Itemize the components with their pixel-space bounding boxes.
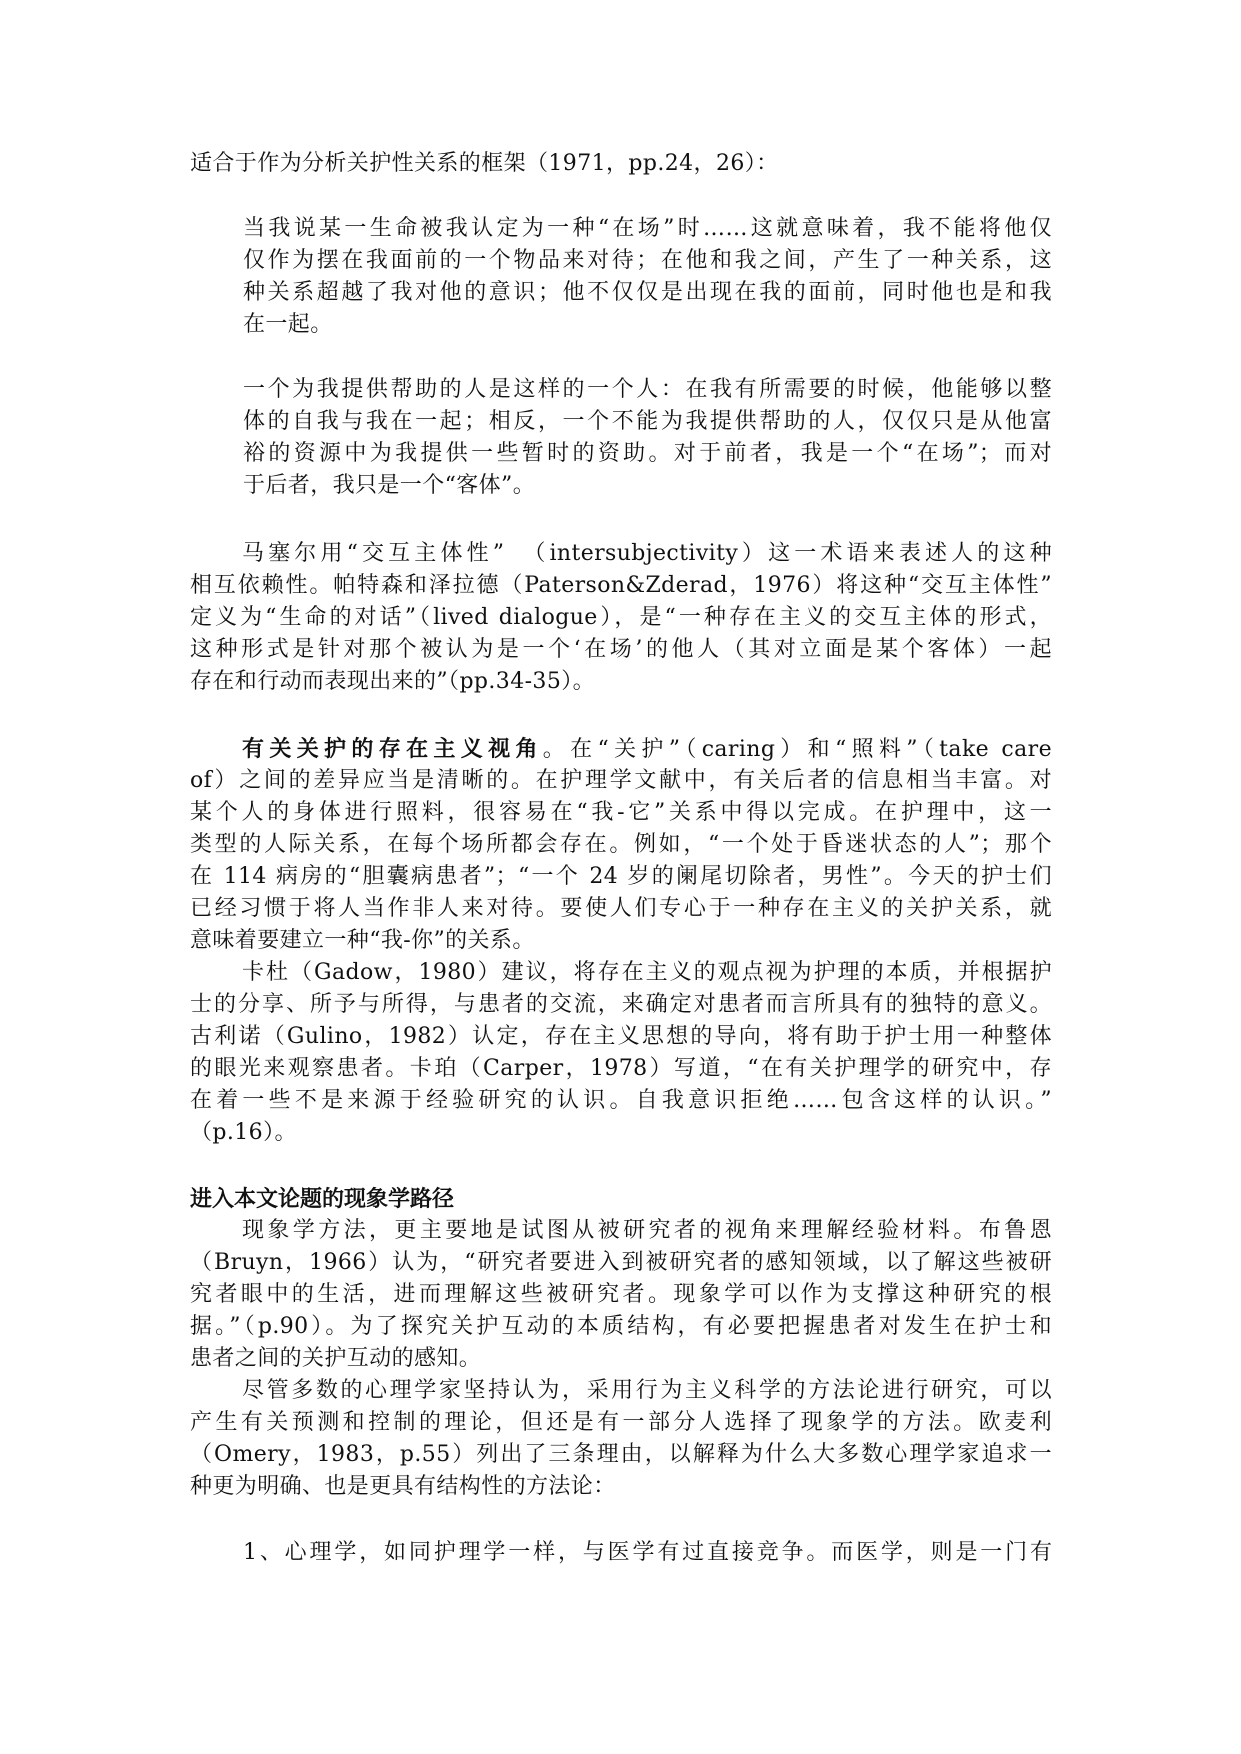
paragraph-line: 相互依赖性。帕特森和泽拉德（Paterson&Zderad，1976）将这种“交互主体性” (190, 573, 1052, 598)
paragraph-lead-bold: 有关关护的存在主义视角 (242, 736, 543, 762)
paragraph-line: 存在和行动而表现出来的”（pp.34-35）。 (190, 669, 596, 694)
quote-line: 在一起。 (243, 312, 333, 337)
paragraph-line: 现象学方法，更主要地是试图从被研究者的视角来理解经验材料。布鲁恩 (242, 1218, 1052, 1243)
paragraph-line: 究者眼中的生活，进而理解这些被研究者。现象学可以作为支撑这种研究的根 (190, 1282, 1052, 1307)
paragraph-line: 的眼光来观察患者。卡珀（Carper，1978）写道，“在有关护理学的研究中，存 (190, 1056, 1052, 1081)
intro-line: 适合于作为分析关护性关系的框架（1971，pp.24，26）： (190, 151, 779, 176)
paragraph-line: 据。”（p.90）。为了探究关护互动的本质结构，有必要把握患者对发生在护士和 (190, 1314, 1052, 1339)
quote-line: 当我说某一生命被我认定为一种“在场”时……这就意味着，我不能将他仅 (243, 216, 1052, 241)
quote-line: 体的自我与我在一起；相反，一个不能为我提供帮助的人，仅仅只是从他富 (243, 409, 1052, 434)
quote-line: 仅作为摆在我面前的一个物品来对待；在他和我之间，产生了一种关系，这 (243, 248, 1052, 273)
paragraph-line: 定义为“生命的对话”（lived dialogue），是“一种存在主义的交互主体的形式， (190, 605, 1052, 630)
paragraph-line: 患者之间的关护互动的感知。 (190, 1346, 482, 1371)
paragraph-line: 尽管多数的心理学家坚持认为，采用行为主义科学的方法论进行研究，可以 (242, 1378, 1052, 1403)
paragraph-line: 在 114 病房的“胆囊病患者”；“一个 24 岁的阑尾切除者，男性”。今天的护士们 (190, 864, 1052, 889)
paragraph-line: 意味着要建立一种“我-你”的关系。 (190, 928, 535, 953)
paragraph-line: 产生有关预测和控制的理论，但还是有一部分人选择了现象学的方法。欧麦利 (190, 1410, 1052, 1435)
paragraph-line (190, 733, 1052, 766)
paragraph-line: 古利诺（Gulino，1982）认定，存在主义思想的导向，将有助于护士用一种整体 (190, 1024, 1052, 1049)
paragraph-lead-rest: 。在“关护”（caring）和“照料”（take care (542, 737, 1053, 762)
quote-line: 一个为我提供帮助的人是这样的一个人：在我有所需要的时候，他能够以整 (243, 377, 1052, 402)
paragraph-line: （p.16）。 (190, 1120, 297, 1145)
paragraph-line: 类型的人际关系，在每个场所都会存在。例如，“一个处于昏迷状态的人”；那个 (190, 832, 1052, 857)
paragraph-line: of）之间的差异应当是清晰的。在护理学文献中，有关后者的信息相当丰富。对 (190, 768, 1052, 793)
quote-line: 裕的资源中为我提供一些暂时的资助。对于前者，我是一个“在场”；而对 (243, 441, 1052, 466)
section-heading: 进入本文论题的现象学路径 (190, 1186, 455, 1212)
paragraph-line: 马塞尔用“交互主体性” （intersubjectivity）这一术语来表述人的这种 (242, 541, 1052, 566)
paragraph-line: 卡杜（Gadow，1980）建议，将存在主义的观点视为护理的本质，并根据护 (242, 960, 1052, 985)
paragraph-line: 士的分享、所予与所得，与患者的交流，来确定对患者而言所具有的独特的意义。 (190, 992, 1052, 1017)
paragraph-line: 在着一些不是来源于经验研究的认识。自我意识拒绝……包含这样的认识。” (190, 1088, 1052, 1113)
paragraph-line: 种更为明确、也是更具有结构性的方法论： (190, 1474, 616, 1499)
paragraph-line: （Bruyn，1966）认为，“研究者要进入到被研究者的感知领域，以了解这些被研 (190, 1250, 1052, 1275)
numbered-item: 1、心理学，如同护理学一样，与医学有过直接竞争。而医学，则是一门有 (243, 1540, 1052, 1565)
quote-line: 种关系超越了我对他的意识；他不仅仅是出现在我的面前，同时他也是和我 (243, 280, 1052, 305)
paragraph-line: 这种形式是针对那个被认为是一个‘在场’的他人（其对立面是某个客体）一起 (190, 637, 1052, 662)
paragraph-line: 已经习惯于将人当作非人来对待。要使人们专心于一种存在主义的关护关系，就 (190, 896, 1052, 921)
quote-line: 于后者，我只是一个“客体”。 (243, 473, 536, 498)
paragraph-line: （Omery，1983，p.55）列出了三条理由，以解释为什么大多数心理学家追求一 (190, 1442, 1052, 1467)
paragraph-line: 某个人的身体进行照料，很容易在“我-它”关系中得以完成。在护理中，这一 (190, 800, 1052, 825)
